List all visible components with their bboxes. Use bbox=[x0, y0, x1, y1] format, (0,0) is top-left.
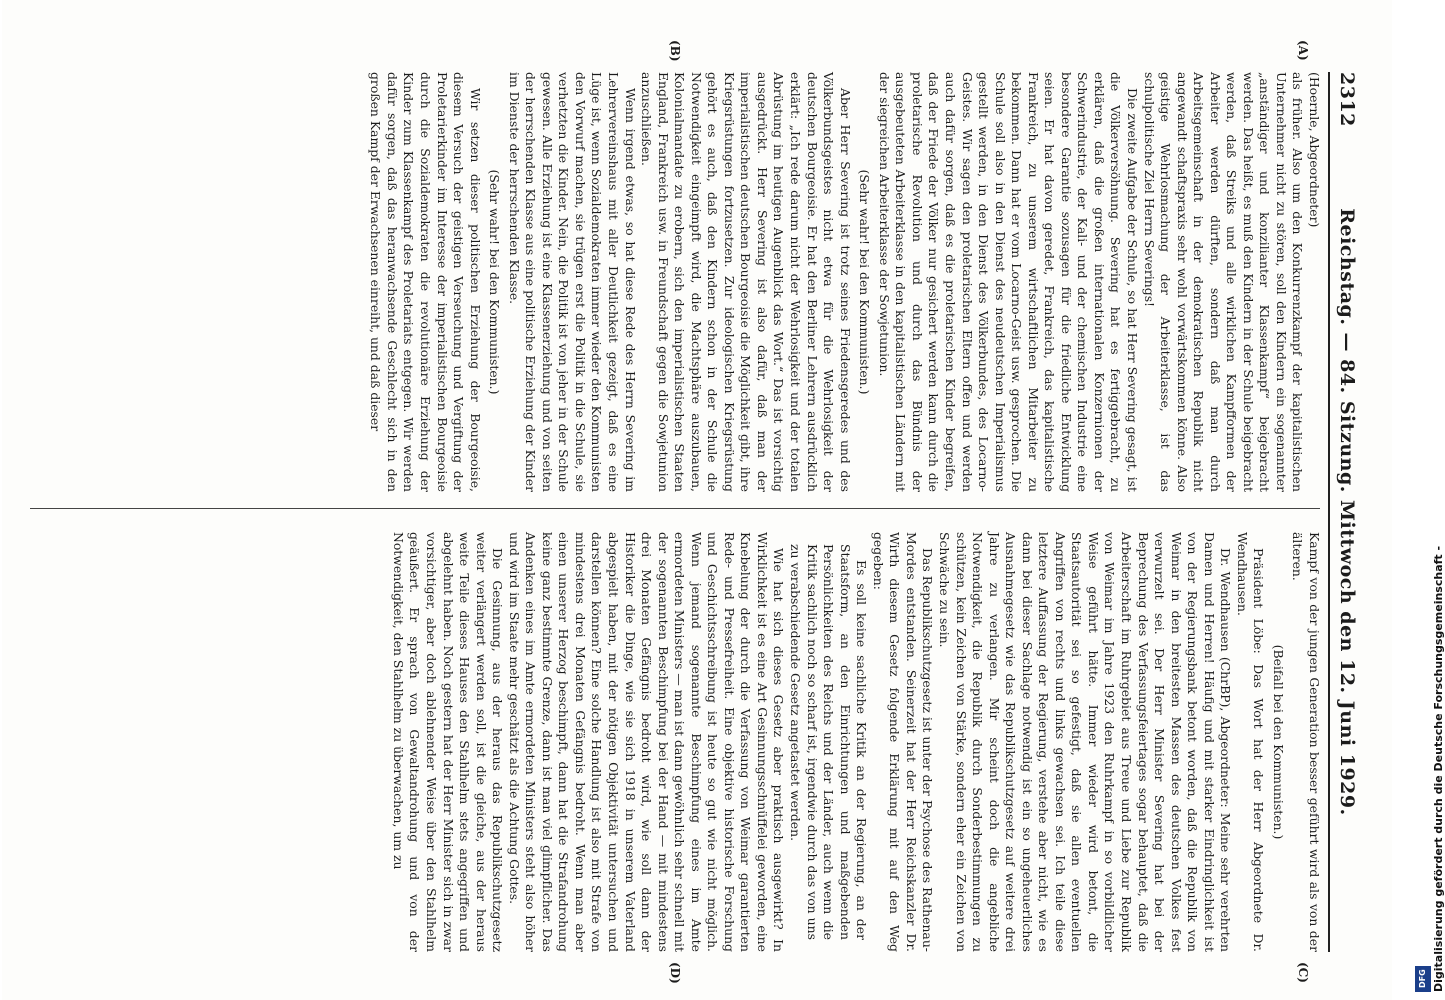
paragraph: Die Gesinnung, aus der heraus das Republikschutzgesetz weiter verlängert werden soll, ist die gleiche, aus der heraus weite Teile dieses Hauses den Stahlhelm stets angegriffen und abgelehnt haben. Noch gestern hat der Herr Minister sich in zwar vorsichtiger, aber doch ablehnender Weise über den Stahlhelm geäußert. Er sprach von Gewaltandrohung und von der Notwendigkeit, den Stahlhelm zu überwachen, um zu bbox=[390, 532, 506, 952]
page-title: Reichstag. — 84. Sitzung. Mittwoch den 12. Juni 1929. bbox=[1336, 208, 1358, 816]
funding-notice: Digitalisierung gefördert durch die Deutsche Forschungsgemeinschaft - bbox=[1432, 545, 1445, 992]
interjection: (Sehr wahr! bei den Kommunisten.) bbox=[857, 169, 873, 395]
president-line: Präsident Löbe: Das Wort hat der Herr Abgeordnete Dr. Wendhausen. bbox=[1234, 532, 1267, 952]
paragraph: Wenn irgend etwas, so hat diese Rede des Herrn Severing im Lehrervereinshaus mit aller Deutlichkeit gezeigt, daß es eine Lüge ist, wenn Sozialdemokraten immer wieder den Kommunisten den Vorwurf machen, sie trügen erst die Politik in die Schule, sie verhetzten die Kinder. Nein, die Politik ist von jeher in der Schule gewesen. Alle Erziehung ist eine Klassenerziehung und von seiten der herrschenden Klasse aus eine politische Erziehung der Kinder im Dienste der herrschenden Klasse. bbox=[506, 72, 638, 492]
margin-marker-b: (B) bbox=[668, 40, 682, 62]
paragraph: Kampf von der jungen Generation besser geführt wird als von der älteren. bbox=[1290, 532, 1322, 952]
newspaper-page bbox=[2, 0, 1392, 1000]
margin-marker-d: (D) bbox=[668, 962, 682, 984]
column-divider bbox=[30, 508, 1320, 509]
right-column bbox=[32, 532, 1322, 952]
paragraph: Aber Herr Severing ist trotz seines Friedensgeredes und des Völkerbundsgeistes nicht etwa für die Wehrlosigkeit der deutschen Bourgeoisie. Er hat den Berliner Lehrern ausdrücklich erklärt: „Ich rede darum nicht der Wehrlosigkeit und der totalen Abrüstung im heutigen Augenblick das Wort.“ Das ist vorsichtig ausgedrückt. Herr Severing ist also dafür, daß man der imperialistischen deutschen Bourgeoisie die Möglichkeit gibt, ihre Kriegsrüstungen fortzusetzen. Zur ideologischen Kriegsrüstung gehört es auch, daß den Kindern schon in der Schule die Notwendigkeit eingeimpft wird, die Machtsphäre auszubauen, Kolonialmandate zu erobern, sich den imperialistischen Staaten England, Frankreich usw. in Freundschaft gegen die Sowjetunion anzuschließen. bbox=[639, 72, 853, 492]
header-rule bbox=[1328, 72, 1330, 952]
page-header bbox=[1332, 72, 1358, 952]
left-column bbox=[32, 72, 1322, 492]
interjection: (Sehr wahr! bei den Kommunisten.) bbox=[487, 169, 503, 395]
paragraph: Wie hat sich dieses Gesetz aber praktisch ausgewirkt? In Wirklichkeit ist es eine Art Gesinnungsschnüffelei geworden, eine Knebelung der durch die Verfassung von Weimar garantierten Rede- und Pressefreiheit. Eine objektive historische Forschung und Geschichtsschreibung ist heute so gut wie nicht möglich. Wenn jemand sogenannte Beschimpfung eines im Amte ermordeten Ministers — man ist dann gewöhnlich sehr schnell mit der sogenannten Beschimpfung bei der Hand — mit mindestens drei Monaten Gefängnis bedroht wird, wie soll dann der Historiker die Dinge, wie sie sich 1918 in unserem Vaterland abgespielt haben, mit der nötigen Objektivität untersuchen und darstellen können? Eine solche Handlung ist also mit Strafe von mindestens drei Monaten Gefängnis bedroht. Wenn man aber einen unserer Herzog beschimpft, dann hat die Strafandrohung keine ganz bestimmte Grenze, dann ist man viel glimpflicher. Das Andenken eines im Amte ermordeten Ministers steht also höher und wird im Staate mehr geschätzt als die Achtung Gottes. bbox=[506, 532, 787, 952]
paragraph: Wir setzen dieser politischen Erziehung der Bourgeoisie, diesem Versuch der geistigen Verseuchung und Vergiftung der Proletarierkinder im Interesse der imperialistischen Bourgeoisie durch die Sozialdemokraten die revolutionäre Erziehung der Kinder zum Klassenkampf des Proletariats entgegen. Wir werden dafür sorgen, daß das heranwachsende Geschlecht sich in den großen Kampf der Erwachsenen einreiht, und daß dieser bbox=[368, 72, 483, 492]
paragraph: Das Republikschutzgesetz ist unter der Psychose des Rathenau-Mordes entstanden. Seinerzeit hat der Herr Reichskanzler Dr. Wirth diesem Gesetz folgende Erklärung mit auf den Weg gegeben: bbox=[870, 532, 936, 952]
footer-strip bbox=[1402, 0, 1445, 1000]
page-number: 2312 bbox=[1336, 72, 1358, 127]
paragraph: Die zweite Aufgabe der Schule, so hat Herr Severing gesagt, ist die Völkerversöhnung. Severing hat es fertiggebracht, zu erklären, daß die großen internationalen Konzernionen der Schwerindustrie, der Kali- und der chemischen Industrie eine besondere Garantie sozusagen für die friedliche Entwicklung seien. Er hat davon geredet, Frankreich, das kapitalistische Frankreich, zu unserem wirtschaftlichen Mitarbeiter zu bekommen. Dann hat er vom Locarno-Geist usw. gesprochen. Die Schule soll also in den Dienst des neudeutschen Imperialismus gestellt werden, in den Dienst des Völkerbundes, des Locarno-Geistes. Wir sagen den proletarischen Eltern offen und werden auch dafür sorgen, daß es die proletarischen Kinder begreifen, daß der Friede der Völker nur gesichert werden kann durch die proletarische Revolution und durch das Bündnis der ausgebeuteten Arbeiterklasse in den kapitalistischen Ländern mit der siegreichen Arbeiterklasse der Sowjetunion. bbox=[876, 72, 1140, 492]
interjection: (Beifall bei den Kommunisten.) bbox=[1270, 644, 1286, 840]
margin-marker-c: (C) bbox=[1296, 962, 1310, 983]
speaker-line: (Hoernle, Abgeordneter) bbox=[1307, 72, 1322, 228]
paragraph: als früher. Also um den Konkurrenzkampf der kapitalistischen Unternehmer nicht zu stören, soll den Kindern ein sogenannter „anständiger und konzilianter Klassenkampf“ beigebracht werden. Das heißt, es muß den Kindern in der Schule beigebracht werden, daß Streiks und alle wirklichen Kampfformen der Arbeiter werden dürften, sondern daß man durch Arbeitsgemeinschaft in der demokratischen Republik nicht angewandt schaftspraxis sehr wohl vorwärtskommen könne. Also geistige Wehrlosmachung der Arbeiterklasse, ist das schulpolitische Ziel Herrn Severings! bbox=[1141, 72, 1306, 492]
margin-marker-a: (A) bbox=[1296, 40, 1310, 61]
paragraph: Dr. Wendhausen (ChrBP), Abgeordneter: Meine sehr verehrten Damen und Herren! Häufig und mit starker Eindringlichkeit ist von der Regierungsbank betont worden, daß die Republik von Weimar in den breitesten Massen des deutschen Volkes fest verwurzelt sei. Der Herr Minister Severing hat bei der Beprechung des Verfassungsfeiertages sogar behauptet, daß die Arbeiterschaft im Ruhrgebiet aus Treue und Liebe zur Republik von Weimar im Jahre 1923 den Ruhrkampf in so vorbildlicher Weise geführt hätte. Immer wieder wird betont, die Staatsautorität sei so gefestigt, daß sie allen eventuellen Angriffen von rechts und links gewachsen sei. Ich teile diese letztere Auffassung der Regierung, verstehe aber nicht, wie es dann bei dieser Sachlage notwendig ist ein so ungeheuerliches Ausnahmegesetz wie das Republikschutzgesetz auf weitere drei Jahre zu verlangen. Mir scheint doch die angebliche Notwendigkeit, die Republik durch Sonderbestimmungen zu schützen, kein Zeichen von Stärke, sondern eher ein Zeichen von Schwäche zu sein. bbox=[936, 532, 1234, 952]
quote: Es soll keine sachliche Kritik an der Regierung, an der Staatsform, an den Einrichtungen und maßgebenden Persönlichkeiten des Reichs und der Länder, auch wenn die Kritik sachlich noch so scharf ist, irgendwie durch das von uns zu verabschiedende Gesetz angetastet werden. bbox=[788, 544, 870, 940]
dfg-logo: DFG bbox=[1415, 966, 1431, 992]
